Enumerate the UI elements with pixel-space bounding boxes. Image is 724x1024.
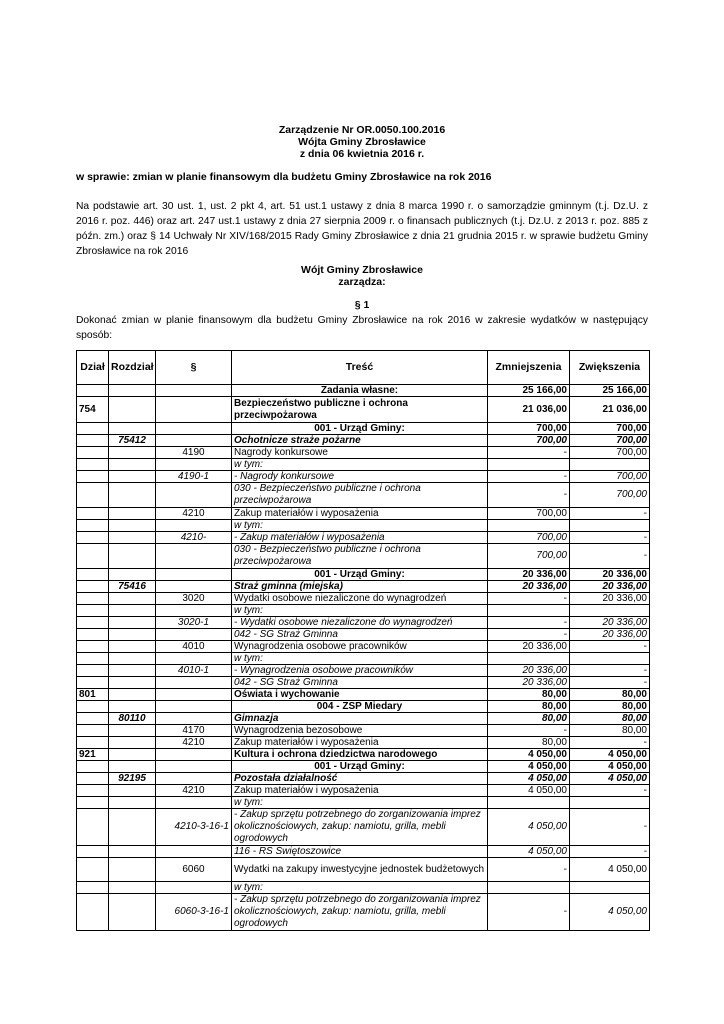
cell-dzial [77,544,109,569]
table-row [77,629,650,641]
cell-zmniejszenia: - [488,617,570,629]
cell-dzial [77,605,109,617]
table-row [77,459,650,471]
table-row [77,423,650,435]
cell-paragraph: 4010-1 [156,665,232,677]
table-row [77,544,650,569]
cell-rozdzial [109,544,156,569]
cell-rozdzial [109,423,156,435]
cell-rozdzial [109,665,156,677]
cell-zwiekszenia: 4 050,00 [570,761,650,773]
cell-tresc: Wydatki osobowe niezaliczone do wynagrodzeń [232,593,488,605]
ordinance-date: z dnia 06 kwietnia 2016 r. [299,148,425,160]
cell-tresc: w tym: [232,459,488,471]
cell-zwiekszenia: 21 036,00 [570,397,650,423]
cell-dzial: 801 [77,689,109,701]
cell-rozdzial: 80110 [109,713,156,725]
cell-paragraph: 3020 [156,593,232,605]
table-row [77,713,650,725]
cell-zmniejszenia: 700,00 [488,544,570,569]
cell-tresc: w tym: [232,797,488,809]
cell-tresc: 001 - Urząd Gminy: [232,761,488,773]
cell-zmniejszenia: 20 336,00 [488,677,570,689]
cell-zmniejszenia [488,459,570,471]
cell-zwiekszenia: 20 336,00 [570,629,650,641]
cell-paragraph [156,629,232,641]
cell-tresc: - Nagrody konkursowe [232,471,488,483]
table-row [77,397,650,423]
cell-zmniejszenia: 700,00 [488,423,570,435]
cell-paragraph: 4210 [156,508,232,520]
cell-tresc: - Zakup materiałów i wyposażenia [232,532,488,544]
cell-zmniejszenia: - [488,858,570,882]
cell-rozdzial [109,447,156,459]
cell-paragraph: 6060 [156,858,232,882]
cell-dzial [77,894,109,931]
cell-zmniejszenia [488,882,570,894]
cell-zwiekszenia: - [570,544,650,569]
cell-paragraph [156,459,232,471]
table-row [77,846,650,858]
ordinance-issuer: Wójta Gminy Zbrosławice [298,136,426,148]
table-row [77,725,650,737]
table-row [77,508,650,520]
cell-zwiekszenia: 80,00 [570,701,650,713]
cell-dzial [77,737,109,749]
cell-dzial [77,435,109,447]
cell-zmniejszenia: - [488,471,570,483]
cell-paragraph [156,423,232,435]
cell-rozdzial [109,894,156,931]
cell-zwiekszenia: - [570,809,650,846]
cell-tresc: Ochotnicze straże pożarne [232,435,488,447]
cell-rozdzial [109,882,156,894]
cell-zmniejszenia: 20 336,00 [488,665,570,677]
ordinance-subject: w sprawie: zmian w planie finansowym dla budżetu Gminy Zbrosławice na rok 2016 [76,171,492,183]
legal-basis-paragraph: Na podstawie art. 30 ust. 1, ust. 2 pkt 4, art. 51 ust.1 ustawy z dnia 8 marca 1990 r. o samorządzie gminnym (t.j. Dz.U. z 2016 r. poz. 446) oraz art. 247 ust.1 ustawy z dnia 27 sierpnia 2009 r. o finansach publicznych (t.j. Dz.U. z 2013 r. poz. 885 z późn. zm.) oraz § 14 Uchwały Nr XIV/168/2015 Rady Gminy Zbrosławice z dnia 21 grudnia 2015 r. w sprawie budżetu Gminy Zbrosławice na rok 2016 [76,201,648,257]
cell-tresc: 001 - Urząd Gminy: [232,423,488,435]
cell-paragraph [156,749,232,761]
cell-zwiekszenia: 25 166,00 [570,385,650,397]
table-row [77,701,650,713]
cell-rozdzial [109,508,156,520]
cell-zwiekszenia: - [570,785,650,797]
cell-zmniejszenia: 21 036,00 [488,397,570,423]
cell-zwiekszenia: - [570,641,650,653]
table-row [77,689,650,701]
table-row [77,483,650,508]
cell-rozdzial [109,593,156,605]
cell-dzial [77,423,109,435]
cell-rozdzial: 75412 [109,435,156,447]
cell-zwiekszenia: 20 336,00 [570,593,650,605]
cell-tresc: Zakup materiałów i wyposażenia [232,737,488,749]
cell-dzial [77,532,109,544]
table-row [77,737,650,749]
cell-zwiekszenia: 4 050,00 [570,773,650,785]
cell-zmniejszenia: 4 050,00 [488,846,570,858]
cell-dzial [77,385,109,397]
table-row [77,617,650,629]
cell-dzial [77,483,109,508]
cell-paragraph [156,483,232,508]
ordinance-number: Zarządzenie Nr OR.0050.100.2016 [278,124,446,136]
cell-dzial: 921 [77,749,109,761]
cell-rozdzial: 75416 [109,581,156,593]
cell-zwiekszenia: 20 336,00 [570,581,650,593]
cell-tresc: w tym: [232,653,488,665]
cell-rozdzial [109,617,156,629]
cell-rozdzial [109,629,156,641]
cell-tresc: Wynagrodzenia osobowe pracowników [232,641,488,653]
cell-zmniejszenia [488,520,570,532]
cell-paragraph [156,773,232,785]
cell-tresc: 004 - ZSP Miedary [232,701,488,713]
table-row [77,677,650,689]
table-row [77,882,650,894]
cell-zwiekszenia: - [570,846,650,858]
cell-dzial [77,677,109,689]
cell-rozdzial [109,761,156,773]
cell-tresc: Oświata i wychowanie [232,689,488,701]
cell-paragraph: 4210 [156,785,232,797]
cell-zwiekszenia: 700,00 [570,483,650,508]
table-row [77,665,650,677]
cell-tresc: Nagrody konkursowe [232,447,488,459]
table-row [77,471,650,483]
cell-zmniejszenia: 4 050,00 [488,785,570,797]
cell-zmniejszenia: 80,00 [488,689,570,701]
cell-paragraph: 4190-1 [156,471,232,483]
cell-rozdzial [109,605,156,617]
cell-zwiekszenia [570,520,650,532]
authority-action: zarządza: [338,276,386,288]
cell-paragraph [156,701,232,713]
cell-paragraph: 4210-3-16-1 [156,809,232,846]
cell-paragraph: 4170 [156,725,232,737]
cell-tresc: 042 - SG Straż Gminna [232,677,488,689]
header-rozdzial: Rozdział [109,351,156,385]
cell-rozdzial [109,569,156,581]
cell-zmniejszenia: 20 336,00 [488,581,570,593]
cell-rozdzial [109,653,156,665]
cell-paragraph [156,435,232,447]
cell-dzial [77,858,109,882]
cell-dzial [77,447,109,459]
cell-paragraph [156,846,232,858]
authority-name: Wójt Gminy Zbrosławice [301,264,423,276]
cell-rozdzial [109,725,156,737]
cell-zmniejszenia: 700,00 [488,435,570,447]
header-zmniejszenia: Zmniejszenia [488,351,570,385]
cell-zwiekszenia: 4 050,00 [570,749,650,761]
table-row [77,785,650,797]
cell-dzial [77,653,109,665]
cell-dzial [77,701,109,713]
cell-tresc: 116 - RS Świętoszowice [232,846,488,858]
cell-tresc: w tym: [232,605,488,617]
section-paragraph: Dokonać zmian w planie finansowym dla budżetu Gminy Zbrosławice na rok 2016 w zakresie wydatków w następujący sposób: [76,315,648,341]
cell-rozdzial [109,471,156,483]
cell-paragraph [156,385,232,397]
cell-paragraph [156,797,232,809]
cell-zmniejszenia: 4 050,00 [488,809,570,846]
cell-tresc: Zakup materiałów i wyposażenia [232,785,488,797]
header-zwiekszenia: Zwiększenia [570,351,650,385]
table-header-row [77,351,650,385]
cell-zwiekszenia [570,797,650,809]
cell-zmniejszenia: 80,00 [488,713,570,725]
cell-tresc: - Zakup sprzętu potrzebnego do zorganizowania imprez okolicznościowych, zakup: namiotu, grilla, mebli ogrodowych [232,809,488,846]
table-row [77,569,650,581]
cell-zmniejszenia: - [488,447,570,459]
cell-paragraph [156,544,232,569]
cell-zwiekszenia: 20 336,00 [570,617,650,629]
cell-rozdzial [109,397,156,423]
header-paragraph: § [156,351,232,385]
cell-rozdzial [109,785,156,797]
cell-dzial [77,809,109,846]
cell-rozdzial [109,737,156,749]
cell-zwiekszenia: 80,00 [570,689,650,701]
cell-rozdzial [109,459,156,471]
cell-dzial [77,725,109,737]
cell-tresc: - Wynagrodzenia osobowe pracowników [232,665,488,677]
cell-tresc: - Zakup sprzętu potrzebnego do zorganizowania imprez okolicznościowych, zakup: namiotu, grilla, mebli ogrodowych [232,894,488,931]
cell-paragraph [156,677,232,689]
table-row [77,858,650,882]
cell-zmniejszenia: 700,00 [488,508,570,520]
cell-tresc: w tym: [232,520,488,532]
cell-dzial [77,797,109,809]
cell-zmniejszenia: - [488,629,570,641]
table-row [77,532,650,544]
cell-rozdzial: 92195 [109,773,156,785]
cell-paragraph [156,653,232,665]
cell-paragraph: 4210 [156,737,232,749]
table-row [77,894,650,931]
cell-rozdzial [109,689,156,701]
table-row [77,797,650,809]
cell-paragraph [156,882,232,894]
cell-zwiekszenia [570,653,650,665]
cell-dzial [77,459,109,471]
table-row [77,385,650,397]
cell-rozdzial [109,677,156,689]
cell-zwiekszenia [570,605,650,617]
cell-paragraph [156,520,232,532]
cell-zmniejszenia: - [488,483,570,508]
cell-zwiekszenia: - [570,677,650,689]
cell-zwiekszenia: - [570,737,650,749]
cell-paragraph [156,569,232,581]
cell-tresc: Bezpieczeństwo publiczne i ochrona przeciwpożarowa [232,397,488,423]
cell-rozdzial [109,385,156,397]
table-row [77,435,650,447]
cell-zwiekszenia [570,882,650,894]
cell-zmniejszenia: 700,00 [488,532,570,544]
cell-paragraph: 6060-3-16-1 [156,894,232,931]
cell-tresc: Gimnazja [232,713,488,725]
cell-zmniejszenia [488,605,570,617]
cell-zmniejszenia [488,797,570,809]
cell-zmniejszenia: 4 050,00 [488,749,570,761]
cell-tresc: w tym: [232,882,488,894]
cell-rozdzial [109,641,156,653]
cell-tresc: 030 - Bezpieczeństwo publiczne i ochrona przeciwpożarowa [232,483,488,508]
cell-dzial [77,785,109,797]
cell-tresc: Wydatki na zakupy inwestycyjne jednostek budżetowych [232,858,488,882]
cell-zmniejszenia: - [488,894,570,931]
cell-rozdzial [109,858,156,882]
cell-zwiekszenia: 80,00 [570,725,650,737]
table-row [77,809,650,846]
table-row [77,761,650,773]
cell-zwiekszenia [570,459,650,471]
table-row [77,653,650,665]
cell-dzial [77,471,109,483]
cell-tresc: Zadania własne: [232,385,488,397]
cell-zwiekszenia: - [570,532,650,544]
table-row [77,641,650,653]
table-row [77,447,650,459]
cell-zmniejszenia: 20 336,00 [488,641,570,653]
cell-paragraph [156,397,232,423]
cell-rozdzial [109,520,156,532]
cell-paragraph: 3020-1 [156,617,232,629]
table-row [77,593,650,605]
cell-zwiekszenia: 80,00 [570,713,650,725]
cell-zmniejszenia: 20 336,00 [488,569,570,581]
cell-dzial [77,761,109,773]
cell-zwiekszenia: 700,00 [570,471,650,483]
table-row [77,520,650,532]
cell-rozdzial [109,846,156,858]
cell-dzial [77,882,109,894]
cell-tresc: Wynagrodzenia bezosobowe [232,725,488,737]
cell-dzial [77,593,109,605]
cell-dzial [77,773,109,785]
cell-dzial [77,846,109,858]
cell-paragraph [156,713,232,725]
cell-paragraph [156,581,232,593]
table-row [77,773,650,785]
cell-paragraph: 4190 [156,447,232,459]
cell-rozdzial [109,532,156,544]
section-mark: § 1 [354,299,370,311]
cell-tresc: Zakup materiałów i wyposażenia [232,508,488,520]
cell-dzial [77,665,109,677]
cell-dzial [77,629,109,641]
cell-rozdzial [109,809,156,846]
cell-paragraph: 4010 [156,641,232,653]
cell-zmniejszenia: 4 050,00 [488,773,570,785]
cell-tresc: Kultura i ochrona dziedzictwa narodowego [232,749,488,761]
cell-paragraph [156,689,232,701]
table-row [77,581,650,593]
cell-dzial [77,641,109,653]
cell-zwiekszenia: 4 050,00 [570,858,650,882]
cell-zmniejszenia: 80,00 [488,701,570,713]
cell-zmniejszenia: 4 050,00 [488,761,570,773]
cell-zwiekszenia: 700,00 [570,435,650,447]
cell-dzial [77,713,109,725]
cell-rozdzial [109,483,156,508]
cell-paragraph: 4210- [156,532,232,544]
table-row [77,749,650,761]
cell-zmniejszenia: - [488,725,570,737]
cell-dzial [77,520,109,532]
cell-zwiekszenia: - [570,508,650,520]
cell-dzial: 754 [77,397,109,423]
cell-rozdzial [109,797,156,809]
cell-tresc: 001 - Urząd Gminy: [232,569,488,581]
cell-zmniejszenia: - [488,593,570,605]
cell-dzial [77,508,109,520]
cell-zwiekszenia: - [570,665,650,677]
cell-zwiekszenia: 700,00 [570,447,650,459]
cell-tresc: 042 - SG Straż Gminna [232,629,488,641]
cell-zmniejszenia: 25 166,00 [488,385,570,397]
cell-zwiekszenia: 4 050,00 [570,894,650,931]
cell-tresc: Pozostała działalność [232,773,488,785]
cell-zwiekszenia: 20 336,00 [570,569,650,581]
cell-rozdzial [109,701,156,713]
cell-tresc: 030 - Bezpieczeństwo publiczne i ochrona przeciwpożarowa [232,544,488,569]
header-tresc: Treść [232,351,488,385]
cell-zmniejszenia: 80,00 [488,737,570,749]
cell-paragraph [156,761,232,773]
cell-tresc: Straż gminna (miejska) [232,581,488,593]
financial-plan-table [76,350,650,931]
header-dzial: Dział [77,351,109,385]
cell-zwiekszenia: 700,00 [570,423,650,435]
cell-zmniejszenia [488,653,570,665]
cell-rozdzial [109,749,156,761]
cell-dzial [77,581,109,593]
cell-dzial [77,569,109,581]
cell-paragraph [156,605,232,617]
cell-dzial [77,617,109,629]
cell-tresc: - Wydatki osobowe niezaliczone do wynagrodzeń [232,617,488,629]
table-row [77,605,650,617]
